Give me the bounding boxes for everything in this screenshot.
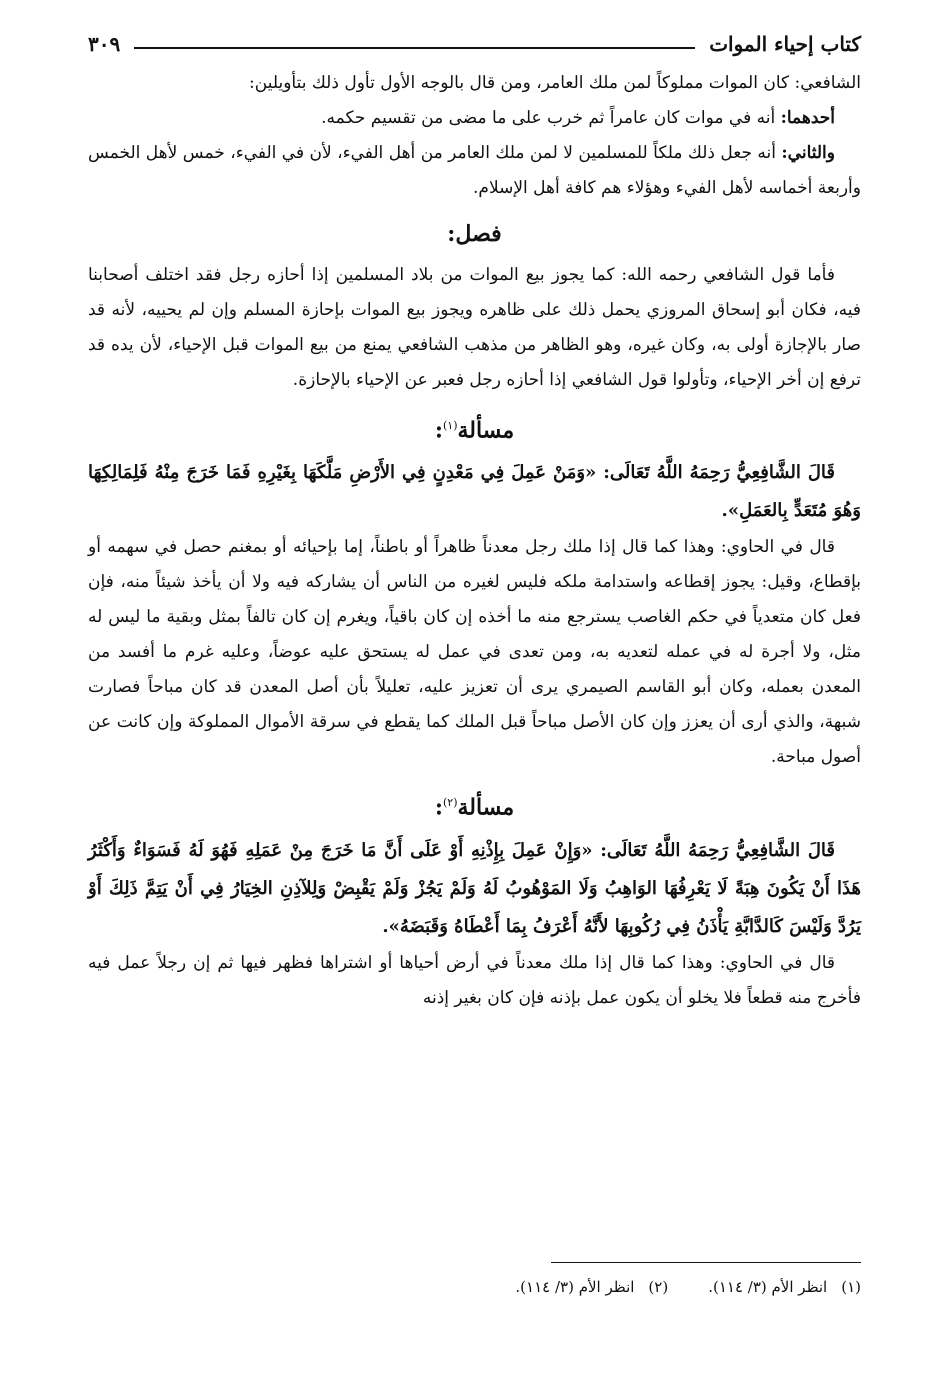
paragraph-3-lead: والثاني: (781, 143, 835, 163)
footnote-ref-1: (١) (442, 419, 458, 432)
chapter-title: كتاب إحياء الموات (709, 32, 861, 56)
paragraph-2 (88, 101, 861, 136)
masala-2-text: قال في الحاوي: وهذا كما قال إذا ملك معدناً في أرض أحياها أو اشتراها فظهر فيها ثم إن رجلاً عمل فيه فأخرج منه قطعاً فلا يخلو أن يكون عمل بإذنه فإن كان بغير إذنه (88, 952, 861, 1008)
paragraph-3-text: أنه جعل ذلك ملكاً للمسلمين لا لمن ملك العامر من أهل الفيء، لأن في الفيء، خمس لأهل الخمس وأربعة أخماسه لأهل الفيء وهؤلاء هم كافة أهل الإسلام. (88, 143, 861, 198)
footnotes (88, 1278, 861, 1296)
page-number: ٣٠٩ (88, 32, 121, 56)
footnote-2-number: (٢) (648, 1278, 669, 1296)
page-header (88, 22, 861, 56)
header-rule (134, 47, 695, 49)
footnote-1-text: انظر الأم (٣/ ١١٤). (708, 1278, 828, 1296)
masala-2-quote: قَالَ الشَّافِعِيُّ رَحِمَهُ اللَّهُ تَعَالَى: «وَإِنْ عَمِلَ بِإِذْنِهِ أَوْ عَلَى أَنَّ مَا خَرَجَ مِنْ عَمَلِهِ فَهُوَ لَهُ فَسَوَاءٌ وَأَكْثَرُ هَذَا أَنْ يَكُونَ هِبَةً لَا يَعْرِفُهَا الوَاهِبُ وَلَا المَوْهُوبُ لَهُ وَلَمْ يَجُزْ وَلَمْ يَقْبِضْ وَلِلآذِنِ الخِيَارُ فِي أَنْ يَتِمَّ ذَلِكَ أَوْ يَرُدَّ وَلَيْسَ كَالدَّابَّةِ يَأْذَنُ فِي رُكُوبِهَا لأَنَّهُ أَعْرَفُ بِمَا أَعْطَاهُ وَقَبَضَهُ». (88, 839, 861, 937)
footnote-1-number: (١) (841, 1278, 861, 1296)
footnote-1 (708, 1278, 861, 1296)
masala-1-colon: : (434, 417, 443, 444)
masala-1-title: مسألة (457, 417, 515, 444)
masala-heading-1 (88, 406, 861, 450)
masala-1-quote: قَالَ الشَّافِعِيُّ رَحِمَهُ اللَّهُ تَعَالَى: «وَمَنْ عَمِلَ فِي مَعْدِنٍ فِي الأَرْضِ مَلَّكَهَا بِغَيْرِهِ فَمَا خَرَجَ مِنْهُ فَلِمَالِكِهَا وَهُوَ مُتَعَدٍّ بِالعَمَلِ». (88, 462, 861, 522)
paragraph-3 (88, 136, 861, 206)
masala-2-title: مسألة (457, 794, 515, 821)
paragraph-1: الشافعي: كان الموات مملوكاً لمن ملك العامر، ومن قال بالوجه الأول تأول ذلك بتأويلين: (249, 73, 861, 93)
masala-2-colon: : (434, 794, 443, 821)
footnote-rule (551, 1262, 861, 1263)
section-fasl-text: فأما قول الشافعي رحمه الله: كما يجوز بيع الموات من بلاد المسلمين إذا أحازه رجل فقد اختلف أصحابنا فيه، فكان أبو إسحاق المروزي يحمل ذلك على ظاهره ويجوز بيع الموات بإحازة المسلم وإن لم يحييه، لأنه قد صار بالإجازة أولى به، وكان غيره، وهو الظاهر من مذهب الشافعي يمنع من بيع الموات قبل الإحياء، لأن يده قد ترفع إن أخر الإحياء، وتأولوا قول الشافعي إذا أحازه رجل فعبر عن الإحياء بالإحازة. (88, 265, 861, 390)
footnote-2 (515, 1278, 668, 1296)
footnote-ref-2: (٢) (442, 796, 458, 810)
section-heading-fasl: فصل: (447, 221, 502, 247)
paragraph-2-lead: أحدهما: (780, 108, 835, 128)
footnote-2-text: انظر الأم (٣/ ١١٤). (515, 1278, 635, 1296)
masala-heading-2 (88, 783, 861, 827)
masala-1-text: قال في الحاوي: وهذا كما قال إذا ملك رجل معدناً ظاهراً أو باطناً، إما بإحيائه أو بمغنم حصل في سهمه أو بإقطاع، وقيل: يجوز إقطاعه واستدامة ملكه فليس لغيره من الناس أن يشاركه فيه ولا أن يأخذ شيئاً منه، فإن فعل كان متعدياً في حكم الغاصب يسترجع منه ما أخذه إن كان باقياً، ويغرم إن كان تالفاً بمثل وبقية ما ليس له مثل، ولا أجرة له في عمله لتعديه به، ومن تعدى في عمل له يستحق عليه عوضاً، وعليه غرم ما أفسد من المعدن بعمله، وكان أبو القاسم الصيمري يرى أن تعزيز عليه، تعليلاً بأن أصل المعدن قد كان مباحاً فصارت شبهة، والذي أرى أن يعزز وإن كان الأصل مباحاً قبل الملك كما يقطع في سرقة الأموال المملوكة وإن كانت عن أصول مباحة. (88, 537, 861, 768)
paragraph-2-text: أنه في موات كان عامراً ثم خرب على ما مضى من تقسيم حكمه. (321, 108, 781, 128)
